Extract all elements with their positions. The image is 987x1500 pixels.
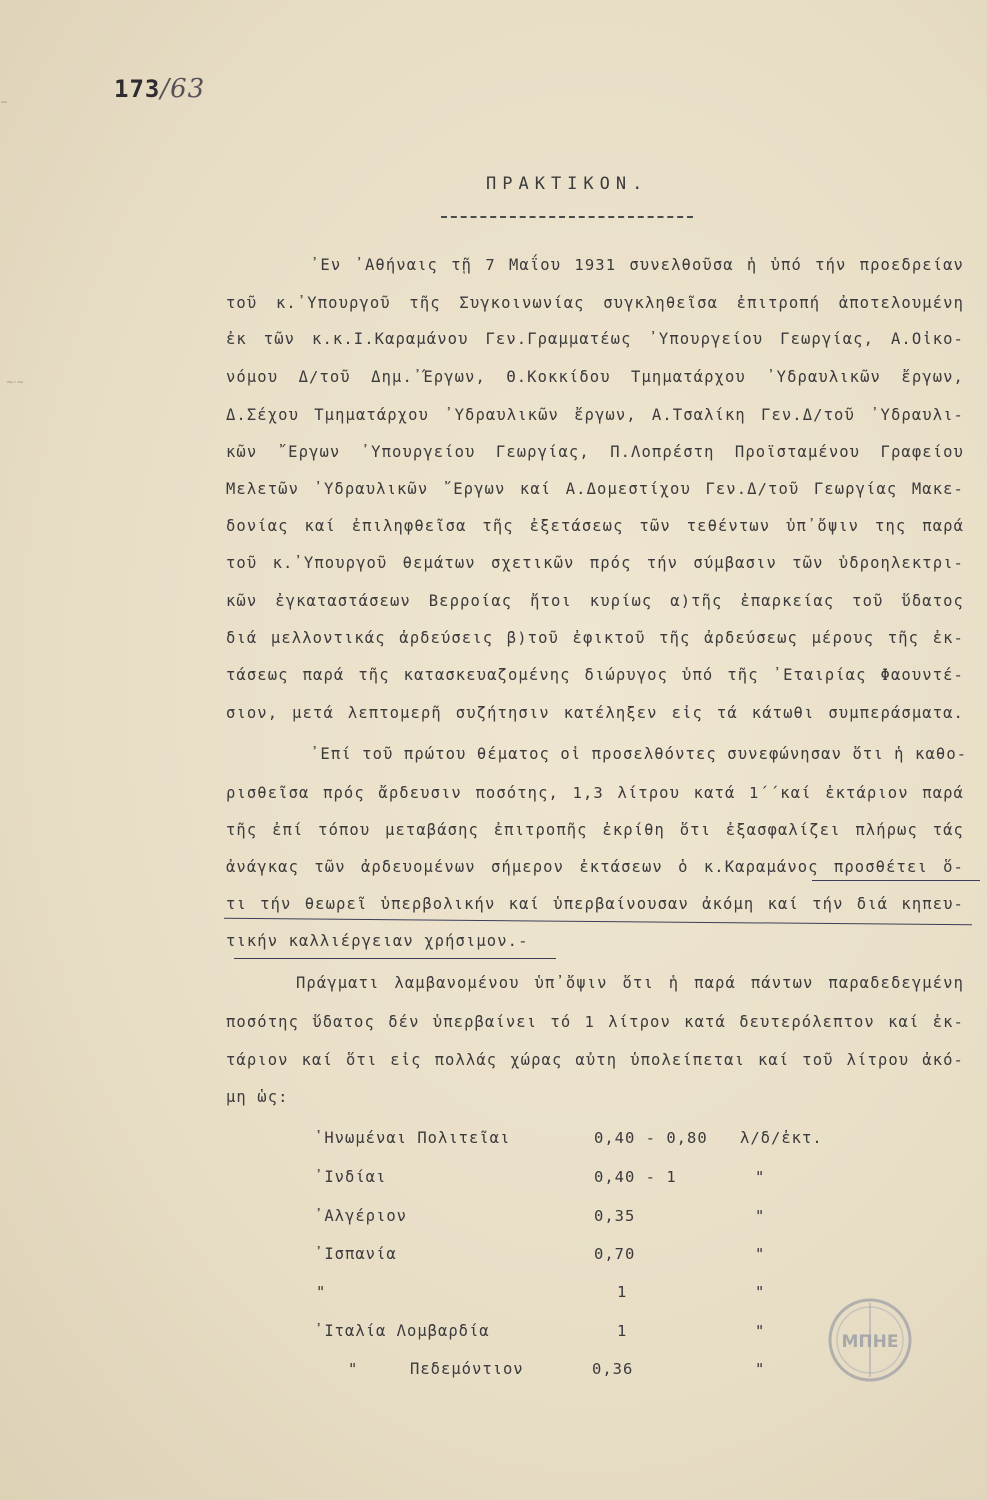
table-unit: λ/δ/ἐκτ. bbox=[740, 1129, 823, 1147]
folio-handwritten: /63 bbox=[160, 74, 206, 104]
text-line: τι τήν θεωρεῖ ὑπερβολικήν καί ὑπερβαίνουσαν ἀκόμη καί τήν διά κηπευ- bbox=[226, 895, 964, 913]
text-line: τοῦ κ.᾿Υπουργοῦ θεμάτων σχετικῶν πρός τήν σύμβασιν τῶν ὑδροηλεκτρι- bbox=[226, 554, 964, 572]
margin-pencil-mark: ~·~ bbox=[6, 378, 24, 388]
table-unit: " bbox=[755, 1283, 766, 1301]
text-line: Μελετῶν ᾿Υδραυλικῶν ῎Εργων καί Α.Δομεστίχου Γεν.Δ/τοῦ Γεωργίας Μακε- bbox=[226, 480, 964, 498]
text-line: ρισθεῖσα πρός ἄρδευσιν ποσότης, 1,3 λίτρου κατά 1´´καί ἐκτάριον παρά bbox=[226, 784, 964, 802]
table-country: ῾Ηνωμέναι Πολιτεῖαι bbox=[314, 1129, 511, 1147]
table-country: ᾿Αλγέριον bbox=[314, 1207, 407, 1225]
table-country: ᾿Ισπανία bbox=[314, 1245, 397, 1263]
text-line: κῶν ἐγκαταστάσεων Βερροίας ἤτοι κυρίως α)τῆς ἐπαρκείας τοῦ ὕδατος bbox=[226, 592, 964, 610]
table-country: ᾿Ινδίαι bbox=[314, 1168, 387, 1186]
text-line: τάσεως παρά τῆς κατασκευαζομένης διώρυγος ὑπό τῆς ᾿Εταιρίας Φαουντέ- bbox=[226, 666, 964, 684]
table-value: 0,70 bbox=[594, 1245, 636, 1263]
table-unit: " bbox=[755, 1207, 766, 1225]
table-country: " bbox=[316, 1283, 327, 1301]
table-unit: " bbox=[755, 1322, 766, 1340]
table-unit: " bbox=[755, 1245, 766, 1263]
title-underline bbox=[441, 216, 693, 218]
table-value: 0,40 - 0,80 bbox=[594, 1129, 708, 1147]
table-unit: " bbox=[755, 1360, 766, 1378]
text-line: κῶν ῎Εργων ᾿Υπουργείου Γεωργίας, Π.Λοπρέστη Προϊσταμένου Γραφείου bbox=[226, 443, 964, 461]
table-value: 1 bbox=[617, 1283, 628, 1301]
text-line: Πράγματι λαμβανομένου ὑπ᾿ὄψιν ὅτι ἡ παρά πάντων παραδεδεγμένη bbox=[296, 974, 964, 992]
document-title: ΠΡΑΚΤΙΚΟΝ. bbox=[486, 174, 649, 194]
folio-number bbox=[114, 74, 205, 104]
table-value: 0,36 bbox=[592, 1360, 634, 1378]
text-line: τικήν καλλιέργειαν χρήσιμον.- bbox=[226, 932, 529, 950]
table-country: ᾿Ιταλία Λομβαρδία bbox=[314, 1322, 490, 1340]
text-line: τοῦ κ.᾿Υπουργοῦ τῆς Συγκοινωνίας συγκληθεῖσα ἐπιτροπή ἀποτελουμένη bbox=[226, 294, 964, 312]
text-line: δονίας καί ἐπιληφθεῖσα τῆς ἐξετάσεως τῶν τεθέντων ὑπ᾿ὄψιν της παρά bbox=[226, 517, 964, 535]
table-value: 0,35 bbox=[594, 1207, 636, 1225]
text-line: τῆς ἐπί τόπου μεταβάσης ἐπιτροπῆς ἐκρίθη ὅτι ἐξασφαλίζει πλήρως τάς bbox=[226, 821, 964, 839]
margin-pencil-mark: ~ bbox=[0, 98, 8, 108]
text-line: νόμου Δ/τοῦ Δημ.᾿Έργων, Θ.Κοκκίδου Τμηματάρχου ᾿Υδραυλικῶν ἔργων, bbox=[226, 368, 964, 386]
handwritten-underline bbox=[812, 880, 980, 881]
text-line: σιον, μετά λεπτομερῆ συζήτησιν κατέληξεν εἰς τά κάτωθι συμπεράσματα. bbox=[226, 704, 964, 722]
text-line: διά μελλοντικάς ἀρδεύσεις β)τοῦ ἐφικτοῦ τῆς ἀρδεύσεως μέρους τῆς ἐκ- bbox=[226, 629, 964, 647]
handwritten-underline bbox=[234, 958, 556, 959]
table-country: " Πεδεμόντιον bbox=[348, 1360, 524, 1378]
archive-seal-watermark bbox=[827, 1297, 913, 1383]
text-line: Δ.Σέχου Τμηματάρχου ᾿Υδραυλικῶν ἔργων, Α.Τσαλίκη Γεν.Δ/τοῦ ᾿Υδραυλι- bbox=[226, 406, 964, 424]
text-line: ἀνάγκας τῶν ἀρδευομένων σήμερον ἐκτάσεων ὁ κ.Καραμάνος προσθέτει ὅ- bbox=[226, 858, 964, 876]
text-line: τάριον καί ὅτι εἰς πολλάς χώρας αὐτη ὑπολείπεται καί τοῦ λίτρου ἀκό- bbox=[226, 1051, 964, 1069]
table-value: 1 bbox=[617, 1322, 628, 1340]
table-value: 0,40 - 1 bbox=[594, 1168, 677, 1186]
text-line: μη ὡς: bbox=[226, 1088, 289, 1106]
text-line: ποσότης ὕδατος δέν ὑπερβαίνει τό 1 λίτρον κατά δευτερόλεπτον καί ἐκ- bbox=[226, 1013, 964, 1031]
folio-typed: 173 bbox=[114, 75, 161, 103]
text-line: ἐκ τῶν κ.κ.Ι.Καραμάνου Γεν.Γραμματέως ᾿Υπουργείου Γεωργίας, Α.Οἰκο- bbox=[226, 330, 964, 348]
svg-text:ΜΠΗΕ: ΜΠΗΕ bbox=[841, 1332, 899, 1352]
text-line: ᾿Εν ᾿Αθήναις τῇ 7 Μαΐου 1931 συνελθοῦσα ἡ ὑπό τήν προεδρείαν bbox=[310, 256, 964, 274]
table-unit: " bbox=[755, 1168, 766, 1186]
text-line: ᾿Επί τοῦ πρώτου θέματος οἱ προσελθόντες συνεφώνησαν ὅτι ἡ καθο- bbox=[310, 745, 968, 763]
